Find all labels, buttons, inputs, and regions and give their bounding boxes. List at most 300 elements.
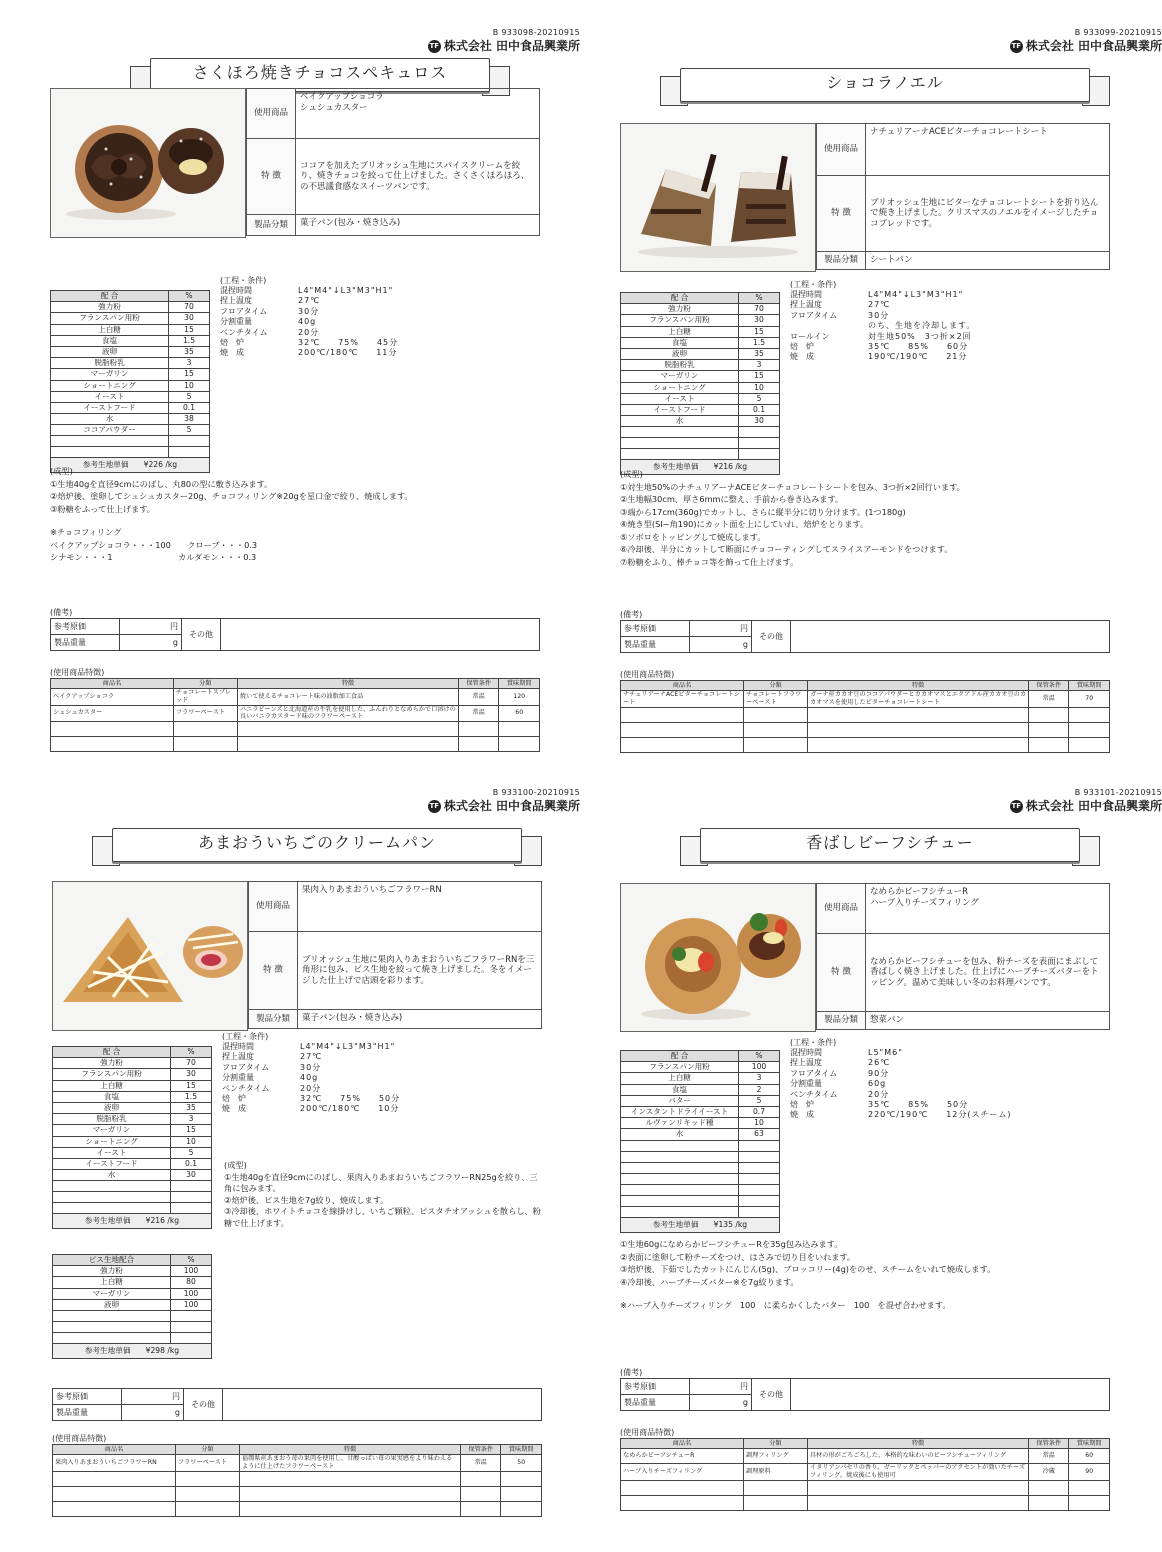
features-cell <box>807 1495 1028 1510</box>
ratio: 70 <box>739 304 780 315</box>
condition-row <box>220 307 560 317</box>
condition-row <box>790 1090 1130 1100</box>
product-feature: ブリオッシュ生地にビターなチョコレートシートを折り込んで焼き上げました。クリスマスのノエルをイメージしたチョコブレッドです。 <box>866 176 1110 252</box>
ratio: 100 <box>171 1266 212 1277</box>
features-cell <box>743 1495 807 1510</box>
condition-row <box>222 1052 562 1062</box>
features-cell <box>461 1486 501 1501</box>
features-row <box>621 1480 1110 1495</box>
features-cell <box>53 1471 176 1486</box>
forming-step: ※チョコフィリング <box>50 527 122 537</box>
recipe-header <box>53 1047 212 1058</box>
features-row <box>621 707 1110 722</box>
condition-value: L4"M4"↓L3"M3"H1" <box>298 286 394 295</box>
process-conditions: (工程・条件) 混捏時間 L4"M4"↓L3"M3"H1" 捏上温度 27℃ フロアタイム 30分 分割重量 40g ベンチタイム 20分 焙 炉 32℃ 75% 50分 焼 成 200℃/180℃ 10分 <box>222 1032 562 1115</box>
features-cell <box>239 1501 460 1516</box>
features-cell: 具材の形がごろごろした、本格的な味わいのビーフシチューフィリング <box>807 1449 1028 1464</box>
notes-section: (備考) 参考原価 円 その他 製品重量 g <box>620 610 1110 653</box>
condition-value: 対生地50% 3つ折×2回 <box>868 331 972 341</box>
condition-row <box>790 1069 1130 1079</box>
ingredient: ショートニング <box>51 380 169 391</box>
ingredient: 上白糖 <box>53 1277 171 1288</box>
title-banner <box>660 68 1110 104</box>
features-header <box>51 679 540 689</box>
ratio: 10 <box>171 1136 212 1147</box>
ingredient: 脱脂粉乳 <box>621 360 739 371</box>
condition-row <box>220 338 560 348</box>
condition-row <box>790 342 1130 352</box>
condition-value: 35℃ 85% 50分 <box>868 1099 969 1109</box>
features-cell: ベイクアップショコラ <box>51 689 174 706</box>
condition-value: 30分 <box>300 1062 322 1072</box>
features-row <box>621 691 1110 708</box>
recipe-row <box>53 1091 212 1102</box>
features-cell <box>501 1501 542 1516</box>
condition-label: 焼 成 <box>222 1104 246 1114</box>
product-features-table <box>620 680 1110 753</box>
forming-section: (成型) ①生地40gを直径9cmにのばし、丸80の型に敷き込みます。 ②焙炉後、塗卵してシュシュカスター20g、チョコフィリング※20gを星口金で絞り、焼成します。 ③粉糖をふって仕上げます。 ※チョコフィリング ベイクアップショコラ・・・100 クローブ・・・0.3 シナモン・・・1 カルダモン・・・0.3 <box>50 465 550 564</box>
recipe-row <box>621 1073 780 1084</box>
ingredient: マーガリン <box>53 1125 171 1136</box>
ratio: 70 <box>169 302 210 313</box>
ingredient: 上白糖 <box>51 324 169 335</box>
recipe-row <box>51 402 210 413</box>
features-cell: 90 <box>1069 1464 1110 1481</box>
condition-label: 分割重量 <box>220 317 252 327</box>
recipe-row <box>51 414 210 425</box>
recipe-card <box>52 788 580 1548</box>
ingredient: 上白糖 <box>621 1073 739 1084</box>
recipe-row <box>621 326 780 337</box>
features-cell <box>744 707 808 722</box>
doc-code: B 933099-20210915 <box>1074 28 1162 37</box>
condition-row <box>220 328 560 338</box>
features-cell: バニラビーンズと北海道産の牛乳を使用した、ふんわりとなめらかで口溶けの良いバニラカスタード味のフラワーペースト <box>237 705 458 722</box>
condition-row <box>222 1073 562 1083</box>
ratio: % <box>739 1051 780 1062</box>
ingredient: 水 <box>53 1170 171 1181</box>
condition-value: 35℃ 85% 60分 <box>868 341 969 351</box>
features-cell <box>175 1471 239 1486</box>
ratio: 0.1 <box>169 402 210 413</box>
features-cell <box>173 737 237 752</box>
ingredient: 強力粉 <box>621 304 739 315</box>
ingredient: 配 合 <box>621 293 739 304</box>
forming-step: ③冷却後、ホワイトチョコを線掛けし、いちご顆粒、ピスタチオアッシュを散らし、粉糖で仕上げます。 <box>224 1206 541 1228</box>
recipe-row <box>621 1095 780 1106</box>
features-cell <box>461 1501 501 1516</box>
features-cell: なめらかビーフシチューR <box>621 1449 744 1464</box>
features-cell <box>1069 1480 1110 1495</box>
condition-value: 32℃ 75% 50分 <box>300 1093 401 1103</box>
condition-row <box>220 286 560 296</box>
ingredient: フランスパン用粉 <box>621 1062 739 1073</box>
condition-row <box>222 1094 562 1104</box>
condition-label: 捏上温度 <box>222 1052 254 1062</box>
ingredient: ショートニング <box>621 382 739 393</box>
features-cell <box>744 737 808 752</box>
forming-step: シナモン・・・1 カルダモン・・・0.3 <box>50 552 257 562</box>
ratio: 30 <box>171 1069 212 1080</box>
features-cell <box>1029 707 1069 722</box>
features-cell: 冷蔵 <box>1029 1464 1069 1481</box>
condition-label: ロールイン <box>790 331 830 341</box>
recipe-row <box>51 369 210 380</box>
product-name: なめらかビーフシチューR ハーブ入りチーズフィリング <box>866 884 1110 934</box>
doc-code: B 933098-20210915 <box>492 28 580 37</box>
recipe-header <box>621 293 780 304</box>
recipe-row <box>51 425 210 436</box>
ratio: 0.7 <box>739 1106 780 1117</box>
features-row <box>621 722 1110 737</box>
product-photo <box>620 123 816 272</box>
recipe-header <box>51 291 210 302</box>
process-conditions: (工程・条件) 混捏時間 L4"M4"↓L3"M3"H1" 捏上温度 27℃ フロアタイム 30分 分割重量 40g ベンチタイム 20分 焙 炉 32℃ 75% 45分 焼 成 200℃/180℃ 11分 <box>220 276 560 359</box>
ingredient: バター <box>621 1095 739 1106</box>
condition-label: 捏上温度 <box>790 1058 822 1068</box>
forming-step: ②焙炉後、塗卵してシュシュカスター20g、チョコフィリング※20gを星口金で絞り、焼成します。 <box>50 491 413 501</box>
ingredient: 液卵 <box>51 346 169 357</box>
features-cell: 調理フィリング <box>743 1449 807 1464</box>
features-cell <box>1029 722 1069 737</box>
ratio: 15 <box>739 326 780 337</box>
features-header <box>53 1445 542 1455</box>
features-cell <box>499 722 540 737</box>
ratio: 5 <box>739 393 780 404</box>
condition-value: 200℃/180℃ 10分 <box>300 1104 400 1114</box>
product-category: 菓子パン(包み・焼き込み) <box>298 1010 542 1029</box>
features-cell <box>743 1480 807 1495</box>
ingredient: フランスパン用粉 <box>51 313 169 324</box>
header <box>1010 28 1162 54</box>
ratio: 3 <box>739 360 780 371</box>
ingredient: 上白糖 <box>621 326 739 337</box>
process-conditions: (工程・条件) 混捏時間 L5"M6" 捏上温度 26℃ フロアタイム 90分 分割重量 60g ベンチタイム 20分 焙 炉 35℃ 85% 50分 焼 成 220℃/190℃ 12分(スチーム) <box>790 1038 1130 1121</box>
condition-label: 焼 成 <box>790 1110 814 1120</box>
forming-step: ③粉糖をふって仕上げます。 <box>50 503 155 514</box>
features-col-header: 商品名 <box>51 679 174 689</box>
condition-row <box>790 290 1130 300</box>
features-cell <box>1069 737 1110 752</box>
features-cell: シュシュカスター <box>51 705 174 722</box>
features-cell <box>1069 722 1110 737</box>
ingredient: 液卵 <box>621 348 739 359</box>
condition-label: 焙 炉 <box>790 341 814 351</box>
features-cell <box>808 707 1029 722</box>
features-row <box>53 1486 542 1501</box>
condition-value: 220℃/190℃ 12分(スチーム) <box>868 1110 1012 1120</box>
forming-step: ②生地幅30cm、厚さ6mmに整え、手前から巻き込みます。 <box>620 494 844 504</box>
forming-step: ①生地40gを直径9cmにのばし、果肉入りあまおういちごフラワーRN25gを絞り、三角に包みます。 <box>224 1171 538 1193</box>
ingredient: 水 <box>51 414 169 425</box>
features-cell: イタリアンパセリの香り、ガーリックとペッパーのアクセントが効いたチーズフィリング。焼成後にも使用可 <box>807 1464 1028 1481</box>
ratio: 38 <box>169 414 210 425</box>
recipe-row <box>621 371 780 382</box>
recipe-header <box>621 1051 780 1062</box>
forming-step <box>620 1288 1120 1299</box>
recipe-row <box>621 315 780 326</box>
notes-section: (備考) 参考原価 円 その他 製品重量 g <box>620 1368 1110 1411</box>
condition-value: 30分 <box>868 310 890 320</box>
features-cell: 焼いて使えるチョコレート味の油脂加工食品 <box>237 689 458 706</box>
ingredient: 液卵 <box>53 1299 171 1310</box>
features-cell: 70 <box>1069 691 1110 708</box>
recipe-row <box>51 346 210 357</box>
ratio: 30 <box>739 315 780 326</box>
condition-label: 焙 炉 <box>790 1099 814 1109</box>
features-cell: チョコレートフラワーペースト <box>744 691 808 708</box>
recipe-row <box>51 358 210 369</box>
condition-row <box>790 1110 1130 1120</box>
forming-section <box>620 1238 1120 1312</box>
condition-value: 26℃ <box>868 1058 891 1068</box>
recipe-row <box>621 1062 780 1073</box>
notes-section: (備考) 参考原価 円 その他 製品重量 g <box>50 608 540 651</box>
ratio: 15 <box>739 371 780 382</box>
condition-value: 30分 <box>298 306 320 316</box>
recipe-row <box>53 1069 212 1080</box>
features-row <box>51 705 540 722</box>
features-cell: 果肉入りあまおういちごフラワーRN <box>53 1455 176 1472</box>
condition-value: L4"M4"↓L3"M3"H1" <box>868 290 964 299</box>
recipe-row <box>51 302 210 313</box>
condition-row <box>790 321 1130 331</box>
forming-step: ⑦粉糖をふり、棒チョコ等を飾って仕上げます。 <box>620 556 799 567</box>
notes-table: 参考原価 円 その他 製品重量 g <box>620 620 1110 653</box>
ratio: 3 <box>739 1073 780 1084</box>
features-col-header: 特徴 <box>237 679 458 689</box>
recipe-row <box>621 382 780 393</box>
condition-label: フロアタイム <box>790 310 838 320</box>
recipe-row <box>53 1288 212 1299</box>
features-cell <box>808 737 1029 752</box>
ratio: 10 <box>739 382 780 393</box>
features-col-header: 賞味期間 <box>1069 1439 1110 1449</box>
features-row <box>621 737 1110 752</box>
condition-row <box>790 1100 1130 1110</box>
ratio: % <box>739 293 780 304</box>
ratio: 30 <box>171 1170 212 1181</box>
dough-unit-price: 参考生地単価 ¥216 /kg <box>53 1214 212 1229</box>
features-col-header: 保管条件 <box>1029 1439 1069 1449</box>
ratio: 2 <box>739 1084 780 1095</box>
recipe-row <box>53 1266 212 1277</box>
recipe-table <box>620 1050 780 1233</box>
condition-value: 20分 <box>868 1089 890 1099</box>
condition-value: 27℃ <box>868 300 891 310</box>
features-col-header: 特徴 <box>807 1439 1028 1449</box>
features-cell <box>501 1471 542 1486</box>
recipe-header <box>53 1255 212 1266</box>
features-header <box>621 681 1110 691</box>
condition-row <box>790 332 1130 342</box>
recipe-row <box>51 335 210 346</box>
recipe-row <box>621 1118 780 1129</box>
forming-step <box>50 515 550 526</box>
condition-row <box>222 1104 562 1114</box>
recipe-row <box>621 304 780 315</box>
ratio: 100 <box>171 1299 212 1310</box>
notes-table: 参考原価 円 その他 製品重量 g <box>50 618 540 651</box>
features-row <box>53 1471 542 1486</box>
features-cell: ハーブ入りチーズフィリング <box>621 1464 744 1481</box>
product-name: 果肉入りあまおういちごフラワーRN <box>298 882 542 932</box>
ingredient: 液卵 <box>53 1102 171 1113</box>
ratio: 10 <box>169 380 210 391</box>
forming-step: ④焼き型(SI−角190)にカット面を上にしていれ、焙炉をとります。 <box>620 519 869 529</box>
ingredient: ショートニング <box>53 1136 171 1147</box>
features-cell <box>621 722 744 737</box>
recipe-row <box>51 313 210 324</box>
ratio: 100 <box>171 1288 212 1299</box>
title-banner <box>92 828 542 864</box>
bis-dough-unit-price: 参考生地単価 ¥298 /kg <box>53 1343 212 1358</box>
recipe-card <box>620 28 1162 758</box>
product-features-table <box>50 678 540 752</box>
title-banner <box>680 828 1100 864</box>
ratio: 30 <box>169 313 210 324</box>
process-conditions: (工程・条件) 混捏時間 L4"M4"↓L3"M3"H1" 捏上温度 27℃ フロアタイム 30分 のち、生地を冷却します。 ロールイン 対生地50% 3つ折×2回 焙 炉 35℃ 85% 60分 焼 成 190℃/190℃ 21分 <box>790 280 1130 363</box>
ratio: 1.5 <box>739 337 780 348</box>
condition-row <box>790 311 1130 321</box>
features-cell: 常温 <box>1029 1449 1069 1464</box>
ingredient: 上白糖 <box>53 1080 171 1091</box>
ratio: % <box>171 1255 212 1266</box>
ingredient: 強力粉 <box>51 302 169 313</box>
recipe-table <box>620 292 780 475</box>
recipe-row <box>53 1136 212 1147</box>
ingredient: フランスパン用粉 <box>53 1069 171 1080</box>
product-title: さくほろ焼きチョコスペキュロス <box>192 63 448 82</box>
features-col-header: 賞味期間 <box>1069 681 1110 691</box>
condition-label: ベンチタイム <box>790 1089 838 1099</box>
notes-section <box>52 1388 542 1421</box>
features-cell <box>237 737 458 752</box>
product-info: 使用商品 ナチュリアーナACEビターチョコレートシート 特 徴 ブリオッシュ生地にビターなチョコレートシートを折り込んで焼き上げました。クリスマスのノエルをイメージしたチョコブレッドです。 製品分類 シートパン <box>816 123 1110 270</box>
recipe-card <box>50 28 580 758</box>
condition-label: フロアタイム <box>790 1068 838 1078</box>
forming-step: ⑥冷却後、半分にカットして断面にチョコーティングしてスライスアーモンドをつけます。 <box>620 544 953 554</box>
recipe-row <box>53 1058 212 1069</box>
ingredient: 食塩 <box>621 1084 739 1095</box>
forming-step: ④冷却後、ハーブチーズバター※を7g絞ります。 <box>620 1276 799 1287</box>
company-logo-icon: TF <box>1010 40 1023 53</box>
condition-label: 焼 成 <box>220 348 244 358</box>
product-photo <box>50 88 246 238</box>
features-col-header: 特徴 <box>808 681 1029 691</box>
ratio: 70 <box>171 1058 212 1069</box>
condition-label: フロアタイム <box>222 1062 270 1072</box>
features-cell <box>621 1495 744 1510</box>
notes-table: 参考原価 円 その他 製品重量 g <box>620 1378 1110 1411</box>
features-cell: ナチュリアーナACEビターチョコレートシート <box>621 691 744 708</box>
condition-row <box>790 352 1130 362</box>
features-cell: 60 <box>499 705 540 722</box>
features-cell <box>51 737 174 752</box>
company-logo-icon: TF <box>428 40 441 53</box>
ingredient: イーストフード <box>621 404 739 415</box>
condition-value: L4"M4"↓L3"M3"H1" <box>300 1042 396 1051</box>
product-photo <box>52 881 248 1031</box>
recipe-row <box>621 1129 780 1140</box>
ingredient: イースト <box>621 393 739 404</box>
features-col-header: 保管条件 <box>1029 681 1069 691</box>
features-row <box>51 689 540 706</box>
ratio: 15 <box>169 324 210 335</box>
recipe-row <box>621 393 780 404</box>
features-row <box>621 1464 1110 1481</box>
features-col-header: 分類 <box>744 681 808 691</box>
ratio: 5 <box>739 1095 780 1106</box>
forming-step: ①対生地50%のナチュリアーナACEビターチョコレートシートを包み、3つ折×2回行います。 <box>620 481 965 492</box>
condition-value: 27℃ <box>300 1052 323 1062</box>
ingredient: イースト <box>51 391 169 402</box>
features-cell: 常温 <box>458 689 498 706</box>
product-features-section: (使用商品特徴) 商品名 分類 特徴 保管条件 賞味期間 果肉入りあまおういちごフラワーRN フラワーペースト 福岡県産あまおう苺の果肉を使用し、甘酸っぱい苺の果実感をより味わえるように仕上げたフラワーペースト 常温 50 <box>52 1434 542 1517</box>
product-feature: なめらかビーフシチューを包み、粉チーズを表面にまぶして香ばしく焼き上げました。仕上げにハーブチーズバターをトッピング。温めて美味しい冬のお料理パンです。 <box>866 934 1110 1012</box>
ratio: % <box>169 291 210 302</box>
condition-row <box>222 1084 562 1094</box>
recipe-row <box>53 1299 212 1310</box>
ingredient: マーガリン <box>51 369 169 380</box>
recipe-row <box>53 1170 212 1181</box>
ingredient: 配 合 <box>53 1047 171 1058</box>
features-cell <box>239 1486 460 1501</box>
ingredient: 脱脂粉乳 <box>51 358 169 369</box>
condition-row <box>220 348 560 358</box>
notes-table: 参考原価 円 その他 製品重量 g <box>52 1388 542 1421</box>
ingredient: ビス生地配合 <box>53 1255 171 1266</box>
features-cell <box>461 1471 501 1486</box>
product-features-section: (使用商品特徴) 商品名 分類 特徴 保管条件 賞味期間 なめらかビーフシチューR 調理フィリング 具材の形がごろごろした、本格的な味わいのビーフシチューフィリング 常温 60 ハーブ入りチーズフィリング 調理原料 イタリアンパセリの香り、ガーリックとペッパーのアクセントが効いたチーズフィリング。焼成後にも使用可 冷蔵 90 <box>620 1428 1110 1511</box>
ratio: 15 <box>169 369 210 380</box>
features-cell <box>53 1501 176 1516</box>
recipe-row <box>53 1102 212 1113</box>
condition-label: ベンチタイム <box>220 327 268 337</box>
features-cell <box>621 737 744 752</box>
condition-value: のち、生地を冷却します。 <box>868 321 976 331</box>
product-feature: ブリオッシュ生地に果肉入りあまおういちごフラワーRNを三角形に包み、ビス生地を絞って焼き上げました。冬をイメージした仕上げで店頭を彩ります。 <box>298 932 542 1010</box>
condition-row <box>790 300 1130 310</box>
features-cell <box>744 722 808 737</box>
features-cell <box>621 707 744 722</box>
condition-label: 混捏時間 <box>790 1048 822 1057</box>
features-col-header: 分類 <box>743 1439 807 1449</box>
recipe-row <box>621 1106 780 1117</box>
condition-value: 20分 <box>298 327 320 337</box>
ratio: 5 <box>169 391 210 402</box>
condition-value: 90分 <box>868 1068 890 1078</box>
condition-label: 捏上温度 <box>790 300 822 310</box>
condition-row <box>790 1058 1130 1068</box>
recipe-table <box>52 1046 212 1229</box>
ingredient: 水 <box>621 416 739 427</box>
forming-step: ①生地60gになめらかビーフシチューRを35g包み込みます。 <box>620 1239 843 1249</box>
features-cell: 常温 <box>458 705 498 722</box>
ingredient: 食塩 <box>621 337 739 348</box>
forming-step: ①生地40gを直径9cmにのばし、丸80の型に敷き込みます。 <box>50 478 273 489</box>
ratio: 35 <box>171 1102 212 1113</box>
features-col-header: 商品名 <box>621 681 744 691</box>
condition-label: 焼 成 <box>790 352 814 362</box>
recipe-row <box>621 348 780 359</box>
condition-value: 32℃ 75% 45分 <box>298 337 399 347</box>
features-row <box>51 722 540 737</box>
forming-section: (成型) ①対生地50%のナチュリアーナACEビターチョコレートシートを包み、3つ折×2回行います。 ②生地幅30cm、厚さ6mmに整え、手前から巻き込みます。 ③端から17cm(360g)でカットし、さらに縦半分に切り分けます。(1つ180g) ④焼き型(SI−角190)にカット面を上にしていれ、焙炉をとります。 ⑤ソボロをトッピングして焼成します。 ⑥冷却後、半分にカットして断面にチョコーティングしてスライスアーモンドをつけます。 ⑦粉糖をふり、棒チョコ等を飾って仕上げます。 <box>620 468 1120 568</box>
features-row <box>53 1501 542 1516</box>
product-category: シートパン <box>866 252 1110 270</box>
features-cell <box>53 1486 176 1501</box>
